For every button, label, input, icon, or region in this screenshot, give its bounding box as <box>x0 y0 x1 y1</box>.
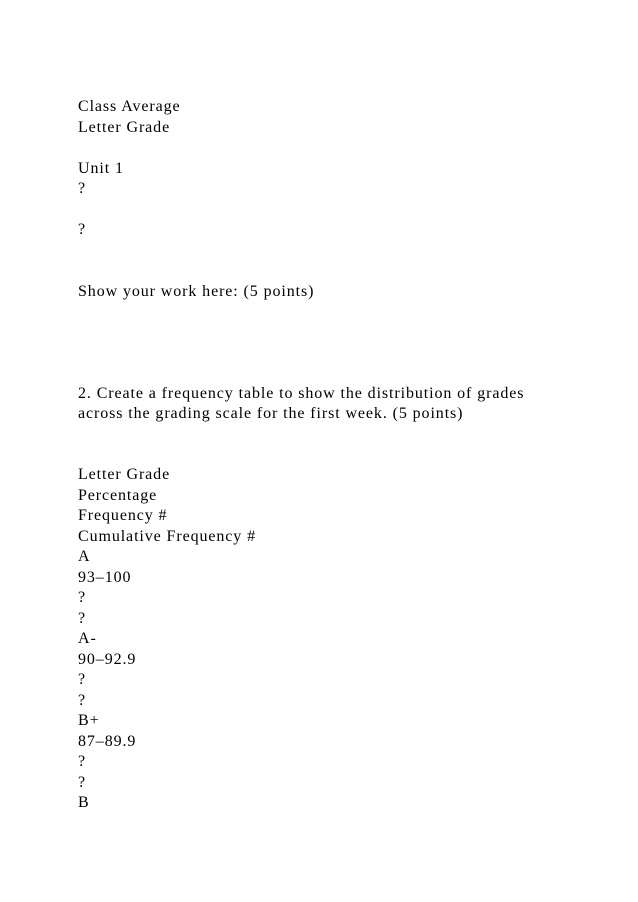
freq-row-a-minus-grade: A- <box>78 630 97 647</box>
freq-header-frequency: Frequency # <box>78 507 168 524</box>
unit-1-class-average-value: ? <box>78 180 87 197</box>
show-work-instruction: Show your work here: (5 points) <box>78 283 315 300</box>
freq-header-letter-grade: Letter Grade <box>78 466 171 483</box>
freq-row-a-grade: A <box>78 548 91 565</box>
freq-row-b-plus-frequency: ? <box>78 753 87 770</box>
unit-1-letter-grade-value: ? <box>78 221 87 238</box>
freq-row-a-cumulative: ? <box>78 610 87 627</box>
freq-row-a-minus-cumulative: ? <box>78 692 87 709</box>
table-header-letter-grade: Letter Grade <box>78 119 171 136</box>
freq-row-b-plus-grade: B+ <box>78 712 100 729</box>
freq-row-a-frequency: ? <box>78 589 87 606</box>
freq-row-a-range: 93–100 <box>78 569 132 586</box>
freq-row-b-plus-range: 87–89.9 <box>78 733 137 750</box>
question-2-line-2: across the grading scale for the first week. (5 points) <box>78 405 464 422</box>
table-header-class-average: Class Average <box>78 98 181 115</box>
freq-row-a-minus-range: 90–92.9 <box>78 651 137 668</box>
freq-row-b-grade: B <box>78 794 90 811</box>
question-2-line-1: 2. Create a frequency table to show the distribution of grades <box>78 385 525 402</box>
row-label-unit-1: Unit 1 <box>78 160 124 177</box>
freq-row-b-plus-cumulative: ? <box>78 774 87 791</box>
freq-header-cumulative-frequency: Cumulative Frequency # <box>78 528 256 545</box>
freq-row-a-minus-frequency: ? <box>78 671 87 688</box>
freq-header-percentage: Percentage <box>78 487 158 504</box>
